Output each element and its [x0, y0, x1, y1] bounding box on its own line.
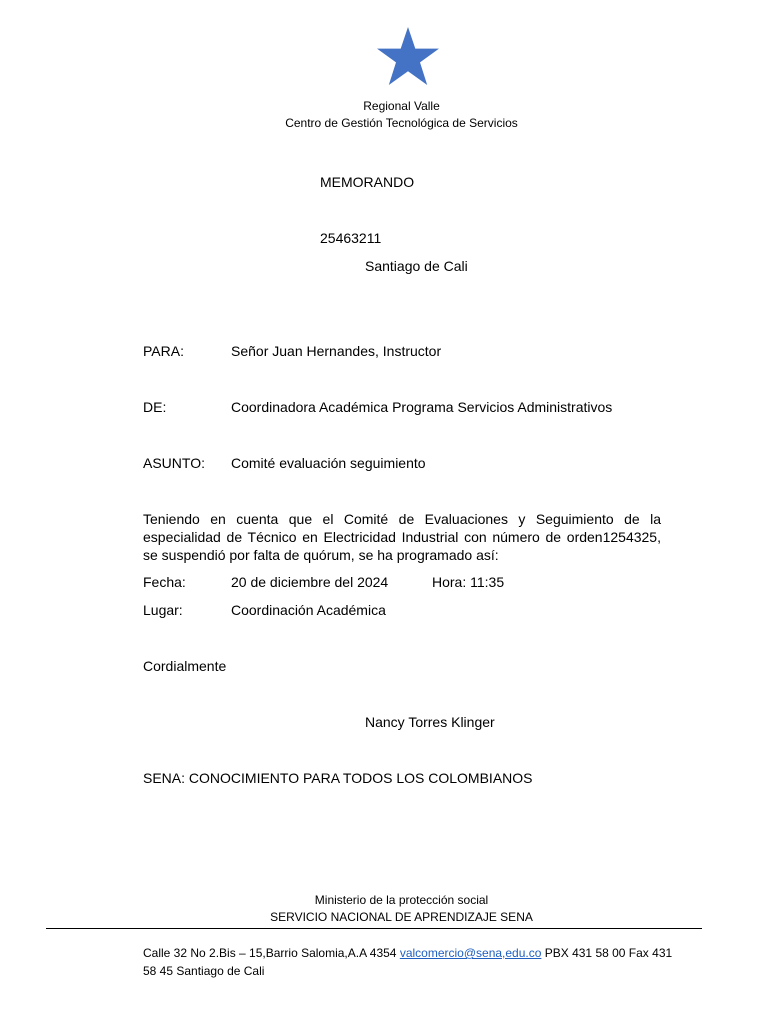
- regional-heading: Regional Valle: [363, 99, 440, 113]
- fecha-label: Fecha:: [143, 574, 186, 590]
- hora-value: Hora: 11:35: [432, 574, 505, 590]
- fecha-value: 20 de diciembre del 2024: [231, 574, 389, 590]
- asunto-label: ASUNTO:: [143, 455, 205, 471]
- centro-heading: Centro de Gestión Tecnológica de Servicios: [285, 116, 518, 130]
- asunto-value: Comité evaluación seguimiento: [231, 455, 426, 471]
- memo-number: 25463211: [320, 230, 382, 246]
- memo-title: MEMORANDO: [320, 174, 415, 190]
- footer-address: [143, 944, 673, 980]
- motto-text: SENA: CONOCIMIENTO PARA TODOS LOS COLOMBIANOS: [143, 770, 533, 786]
- footer-servicio: SERVICIO NACIONAL DE APRENDIZAJE SENA: [270, 910, 533, 924]
- footer-address-end: PBX 431 58 00 Fax 431 58 45 Santiago de Cali: [143, 946, 673, 978]
- de-label: DE:: [143, 399, 167, 415]
- memo-city: Santiago de Cali: [365, 258, 468, 274]
- closing-text: Cordialmente: [143, 658, 227, 674]
- footer-ministerio: Ministerio de la protección social: [314, 893, 489, 907]
- lugar-label: Lugar:: [143, 602, 183, 618]
- lugar-value: Coordinación Académica: [231, 602, 386, 618]
- star-logo-icon: [376, 26, 440, 88]
- footer-address-start: Calle 32 No 2.Bis – 15,Barrio Salomia,A.A 4354: [143, 946, 400, 960]
- footer-email-link[interactable]: valcomercio@sena,edu.co: [399, 946, 542, 960]
- star-shape: [377, 27, 439, 85]
- footer-divider: [46, 928, 702, 929]
- signature-name: Nancy Torres Klinger: [365, 714, 495, 730]
- body-paragraph: Teniendo en cuenta que el Comité de Evaluaciones y Seguimiento de la especialidad de Técnico en Electricidad Industrial con número de orden1254325, se suspendió por falta de quórum, se ha programado así:: [143, 511, 661, 563]
- de-value: Coordinadora Académica Programa Servicios Administrativos: [231, 399, 613, 415]
- para-value: Señor Juan Hernandes, Instructor: [231, 343, 442, 359]
- para-label: PARA:: [143, 343, 184, 359]
